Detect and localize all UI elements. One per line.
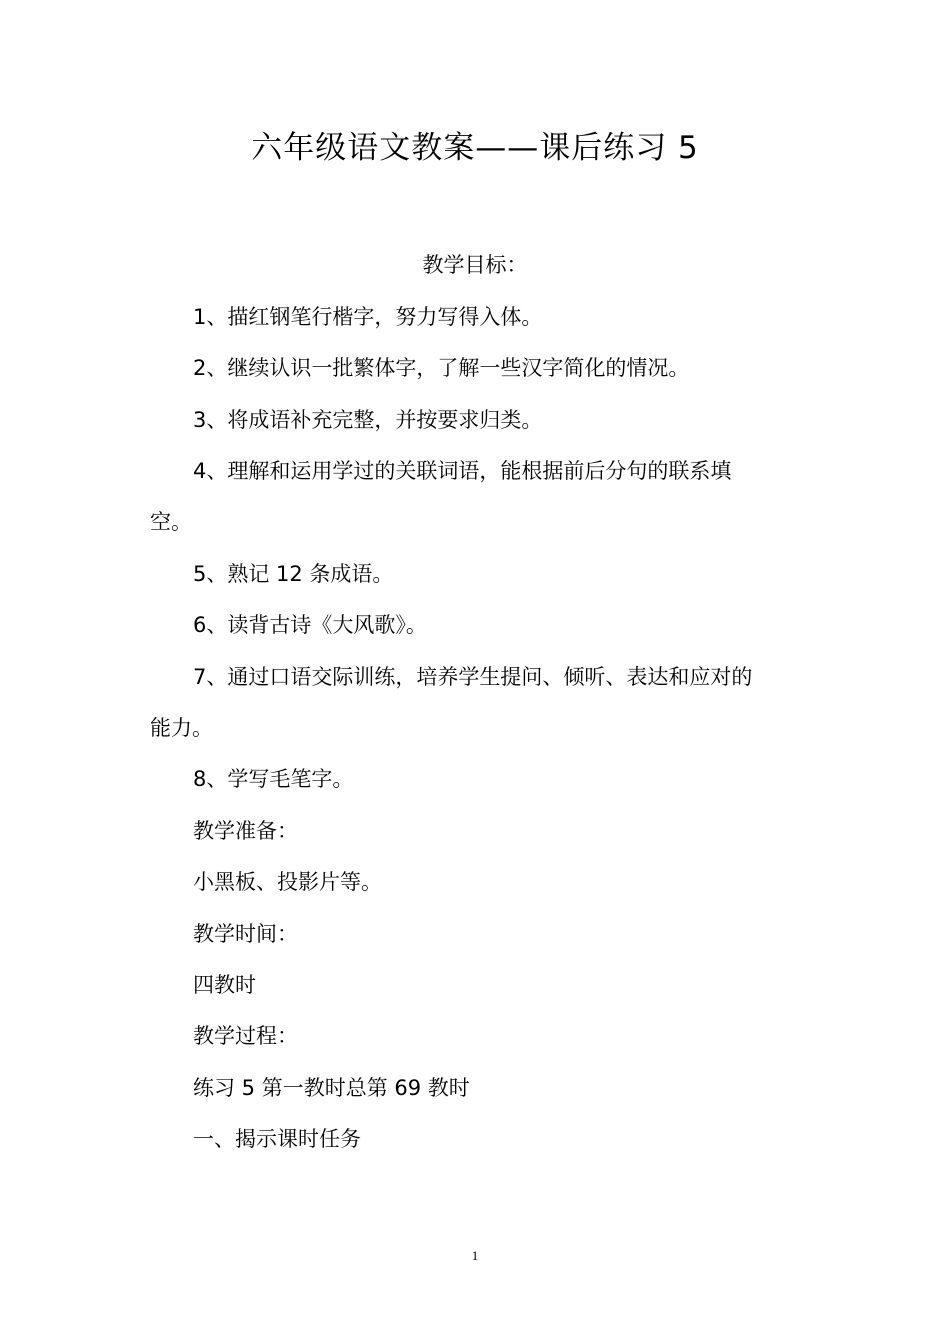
- objective-7-continued: 能力。: [150, 716, 213, 740]
- lesson-line: 练习 5 第一教时总第 69 教时: [193, 1076, 470, 1100]
- preparation-heading: 教学准备：: [193, 819, 298, 843]
- page-number: 1: [471, 1248, 479, 1263]
- objective-3: 3、将成语补充完整，并按要求归类。: [193, 408, 543, 432]
- time-text: 四教时: [193, 973, 256, 997]
- page-title: 六年级语文教案——课后练习 5: [251, 130, 699, 166]
- section-one-heading: 一、揭示课时任务: [193, 1127, 361, 1151]
- time-heading: 教学时间：: [193, 922, 298, 946]
- objective-2: 2、继续认识一批繁体字，了解一些汉字简化的情况。: [193, 356, 690, 380]
- objective-7: 7、通过口语交际训练，培养学生提问、倾听、表达和应对的: [193, 665, 753, 689]
- objectives-heading: 教学目标：: [422, 253, 528, 277]
- objective-6: 6、读背古诗《大风歌》。: [193, 613, 427, 637]
- objective-5: 5、熟记 12 条成语。: [193, 562, 394, 586]
- process-heading: 教学过程：: [193, 1024, 298, 1048]
- objective-1: 1、描红钢笔行楷字，努力写得入体。: [193, 305, 543, 329]
- objective-8: 8、学写毛笔字。: [193, 767, 354, 791]
- objective-4: 4、理解和运用学过的关联词语，能根据前后分句的联系填: [193, 459, 732, 483]
- objective-4-continued: 空。: [150, 510, 192, 534]
- preparation-text: 小黑板、投影片等。: [193, 870, 382, 894]
